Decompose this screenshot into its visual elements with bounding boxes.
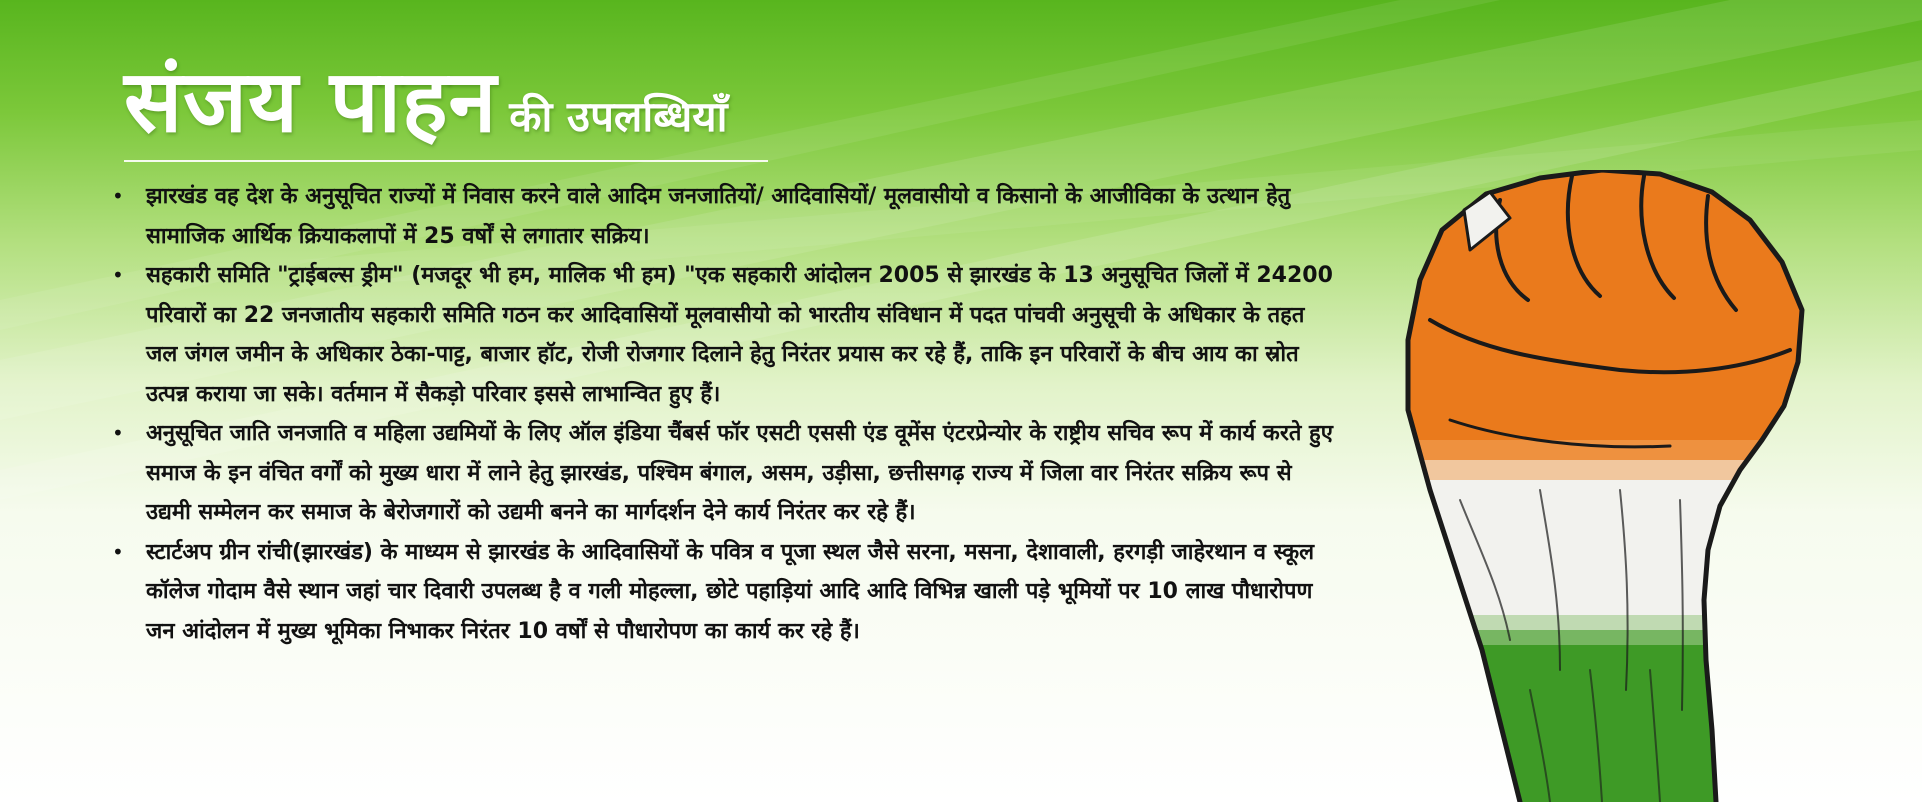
list-item-text: अनुसूचित जाति जनजाति व महिला उद्यमियों के लिए ऑल इंडिया चैंबर्स फॉर एसटी एससी एंड वूमेंस एंटरप्रेन्योर के राष्ट्रीय सचिव रूप में कार्य करते हुए समाज के इन वंचित वर्गों को मुख्य धारा में लाने हेतु झारखंड, पश्चिम बंगाल, असम, उड़ीसा, छत्तीसगढ़ राज्य में जिला वार निरंतर सक्रिय रूप से उद्यमी सम्मेलन कर समाज के बेरोजगारों को उद्यमी बनने का मार्गदर्शन देने कार्य निरंतर कर रहे हैं। [146,421,1333,525]
bullet-icon: • [112,263,124,287]
bullet-icon: • [112,539,124,564]
list-item-text: झारखंड वह देश के अनुसूचित राज्यों में निवास करने वाले आदिम जनजातियों/ आदिवासियों/ मूलवासीयो व किसानो के आजीविका के उत्थान हेतु सामाजिक आर्थिक क्रियाकलापों में 25 वर्षों से लगातार सक्रिय। [146,184,1291,249]
title-underline [124,160,768,162]
bullet-icon: • [112,184,124,208]
list-item [112,414,1342,533]
list-item [112,256,1342,414]
raised-fist-tricolor-icon [1390,170,1850,802]
list-item-text: सहकारी समिति "ट्राईबल्स ड्रीम" (मजदूर भी हम, मालिक भी हम) "एक सहकारी आंदोलन 2005 से झारखंड के 13 अनुसूचित जिलों में 24200 परिवारों का 22 जनजातीय सहकारी समिति गठन कर आदिवासियों मूलवासीयो को भारतीय संविधान में पदत पांचवी अनुसूची के अधिकार के तहत जल जंगल जमीन के अधिकार ठेका-पाट्ट, बाजार हॉट, रोजी रोजगार दिलाने हेतु निरंतर प्रयास कर रहे हैं, ताकि इन परिवारों के बीच आय का स्रोत उत्पन्न कराया जा सके। वर्तमान में सैकड़ो परिवार इससे लाभान्वित हुए हैं। [146,263,1333,407]
list-item [112,533,1342,652]
list-item [112,177,1342,256]
achievements-list [112,177,1342,651]
list-item-text: स्टार्टअप ग्रीन रांची(झारखंड) के माध्यम से झारखंड के आदिवासियों के पवित्र व पूजा स्थल जैसे सरना, मसना, देशावाली, हरगड़ी जाहेरथान व स्कूल कॉलेज गोदाम वैसे स्थान जहां चार दिवारी उपलब्ध है व गली मोहल्ला, छोटे पहाड़ियां आदि आदि विभिन्न खाली पड़े भूमियों पर 10 लाख पौधारोपण जन आंदोलन में मुख्य भूमिका निभाकर निरंतर 10 वर्षों से पौधारोपण का कार्य कर रहे हैं। [146,539,1315,644]
title-subtitle: की उपलब्धियाँ [509,92,728,141]
bullet-icon: • [112,421,124,445]
title-name: संजय पाहन [124,51,498,152]
page-title [124,52,728,167]
